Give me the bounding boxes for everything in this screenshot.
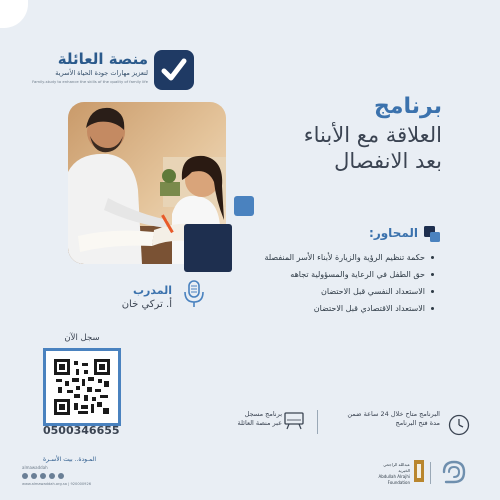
register-label: سجل الآن <box>64 333 100 343</box>
axes-item: الاستعداد الاقتصادي قبل الاحتضان <box>264 300 434 317</box>
youtube-icon[interactable] <box>40 473 46 479</box>
instagram-icon[interactable] <box>31 473 37 479</box>
corner-cutout <box>0 0 28 28</box>
foundation-line2: Abdullah Alrajhi Foundation <box>378 474 410 485</box>
program-title <box>304 92 442 174</box>
availability-info <box>322 408 440 438</box>
snapchat-icon[interactable] <box>49 473 55 479</box>
info-divider <box>317 410 318 434</box>
partner-logo-icon <box>438 458 470 486</box>
availability-line2: مدة فتح البرنامج <box>395 419 440 427</box>
recorded-line1: برنامج مسجل <box>244 410 282 418</box>
axes-item: حكمة تنظيم الرؤية والزيارة لأبناء الأسر المنفصلة <box>264 249 434 266</box>
checkmark-icon <box>154 50 194 90</box>
axes-item: حق الطفل في الرعاية والمسؤولية تجاهه <box>264 266 434 283</box>
presentation-screen-icon <box>284 412 304 430</box>
footer-handle: almawaddah <box>22 465 48 470</box>
clock-icon <box>448 414 470 436</box>
brand-english-tagline: Family-study to enhance the skills of the quality of family life <box>32 79 148 84</box>
recorded-line2: عبر منصة العائلة <box>237 419 282 427</box>
brand-tagline: لتعزيز مهارات جودة الحياة الأسرية <box>55 69 148 77</box>
axes-list <box>264 249 434 317</box>
footer-website[interactable]: www.almawaddah.org.sa | 920000926 <box>22 482 92 486</box>
program-title-line2: بعد الانفصال <box>334 149 442 173</box>
recorded-info <box>238 408 282 438</box>
footer-org <box>22 456 96 486</box>
brand-logo <box>32 50 196 92</box>
phone-number[interactable]: 0500346655 <box>43 424 120 437</box>
foundation-line1: عبدالله الراجحي الخيرية <box>383 462 410 473</box>
foundation-name <box>372 462 410 486</box>
availability-line1: البرنامج متاح خلال 24 ساعة ضمن <box>347 410 440 418</box>
qr-code[interactable] <box>43 348 121 426</box>
decor-square-dark <box>184 224 232 272</box>
foundation-mark-icon <box>414 460 424 482</box>
decor-square-blue <box>234 196 254 216</box>
trainer-name: أ. تركي خان <box>121 299 172 310</box>
squares-icon <box>424 226 440 242</box>
axes-label: المحاور: <box>369 226 418 240</box>
microphone-icon <box>183 280 205 308</box>
footer-divider <box>430 462 431 484</box>
axes-item: الاستعداد النفسي قبل الاحتضان <box>264 283 434 300</box>
trainer-label: المدرب <box>132 284 172 297</box>
whatsapp-icon[interactable] <box>58 473 64 479</box>
program-label: برنامج <box>374 94 442 119</box>
program-title-line1: العلاقة مع الأبناء <box>303 123 442 147</box>
twitter-icon[interactable] <box>22 473 28 479</box>
foundation-logo <box>372 458 424 488</box>
brand-name: منصة العائلة <box>57 50 148 68</box>
footer-org-name: المـودة.. بيت الأسـرة <box>43 456 96 463</box>
social-icons <box>22 473 96 479</box>
